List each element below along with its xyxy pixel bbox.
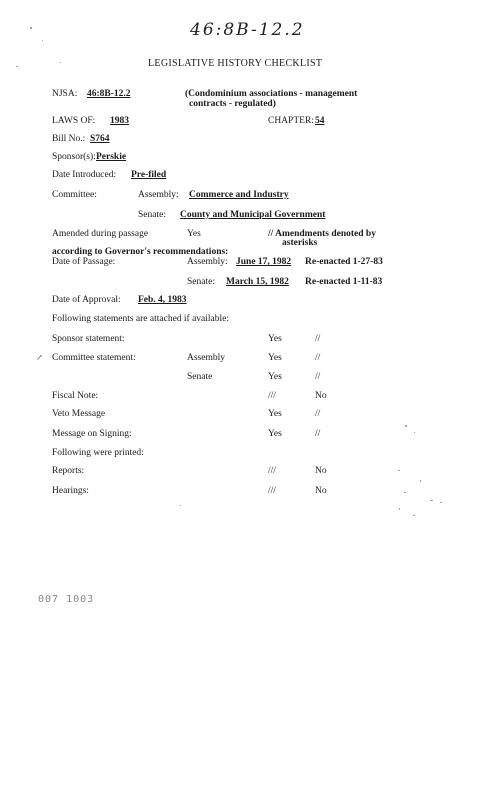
governor-note: according to Governor's recommendations: [52,247,229,257]
committee-label: Committee: [52,190,97,200]
committee-senate-value: County and Municipal Government [180,210,326,220]
approval-value: Feb. 4, 1983 [138,295,187,305]
laws-of-label: LAWS OF: [52,116,96,126]
chapter-value: 54 [315,116,325,126]
committee-assembly-label: Assembly: [138,190,179,200]
sponsor-statement-yes: Yes [268,334,282,344]
signing-message-no: // [315,429,321,439]
njsa-subject-line2: contracts - regulated) [189,99,276,109]
approval-label: Date of Approval: [52,295,121,305]
passage-senate-reenacted: Re-enacted 1-11-83 [305,277,383,287]
reports-yes: /// [268,466,276,476]
fiscal-note-label: Fiscal Note: [52,391,99,401]
committee-senate-statement-label: Senate [187,372,213,382]
page-title: LEGISLATIVE HISTORY CHECKLIST [148,58,323,69]
committee-statement-assembly: Assembly [187,353,225,363]
statements-heading: Following statements are attached if available: [52,314,230,324]
signing-message-yes: Yes [268,429,282,439]
hearings-yes: /// [268,486,276,496]
njsa-value: 46:8B-12.2 [87,89,131,99]
introduced-label: Date Introduced: [52,170,117,180]
printed-heading: Following were printed: [52,448,144,458]
njsa-subject-line1: (Condominium associations - management [185,89,358,99]
amended-label: Amended during passage [52,229,149,239]
committee-senate-label: Senate: [138,210,166,220]
sponsor-value: Perskie [96,152,127,162]
fiscal-note-yes: /// [268,391,276,401]
passage-senate-date: March 15, 1982 [226,277,289,287]
committee-statement-no: // [315,353,321,363]
archive-stamp: 007 1003 [38,594,95,605]
passage-label: Date of Passage: [52,257,116,267]
amended-value: Yes [187,229,201,239]
committee-senate-statement-no: // [315,372,321,382]
committee-assembly-value: Commerce and Industry [189,190,289,200]
sponsor-statement-label: Sponsor statement: [52,334,125,344]
committee-statement-yes: Yes [268,353,282,363]
margin-arrow-mark: ↗ [36,353,43,362]
passage-senate-label: Senate: [187,277,215,287]
committee-statement-label: Committee statement: [52,353,136,363]
sponsor-label: Sponsor(s): [52,152,96,162]
reports-no: No [315,466,327,476]
bill-label: Bill No.: [52,134,86,144]
hearings-label: Hearings: [52,486,89,496]
njsa-label: NJSA: [52,89,78,99]
signing-message-label: Message on Signing: [52,429,132,439]
veto-message-label: Veto Message [52,409,106,419]
reports-label: Reports: [52,466,85,476]
passage-assembly-date: June 17, 1982 [236,257,292,267]
passage-assembly-label: Assembly: [187,257,228,267]
chapter-label: CHAPTER: [268,116,314,126]
amended-note-line1: // Amendments denoted by [268,229,376,239]
amended-note-line2: asterisks [282,238,318,248]
laws-of-value: 1983 [110,116,129,126]
passage-assembly-reenacted: Re-enacted 1-27-83 [305,257,383,267]
handwritten-reference: 46:8B-12.2 [190,20,305,40]
committee-senate-statement-yes: Yes [268,372,282,382]
veto-message-yes: Yes [268,409,282,419]
introduced-value: Pre-filed [131,170,167,180]
hearings-no: No [315,486,327,496]
sponsor-statement-no: // [315,334,321,344]
bill-value: S764 [90,134,110,144]
veto-message-no: // [315,409,321,419]
fiscal-note-no: No [315,391,327,401]
